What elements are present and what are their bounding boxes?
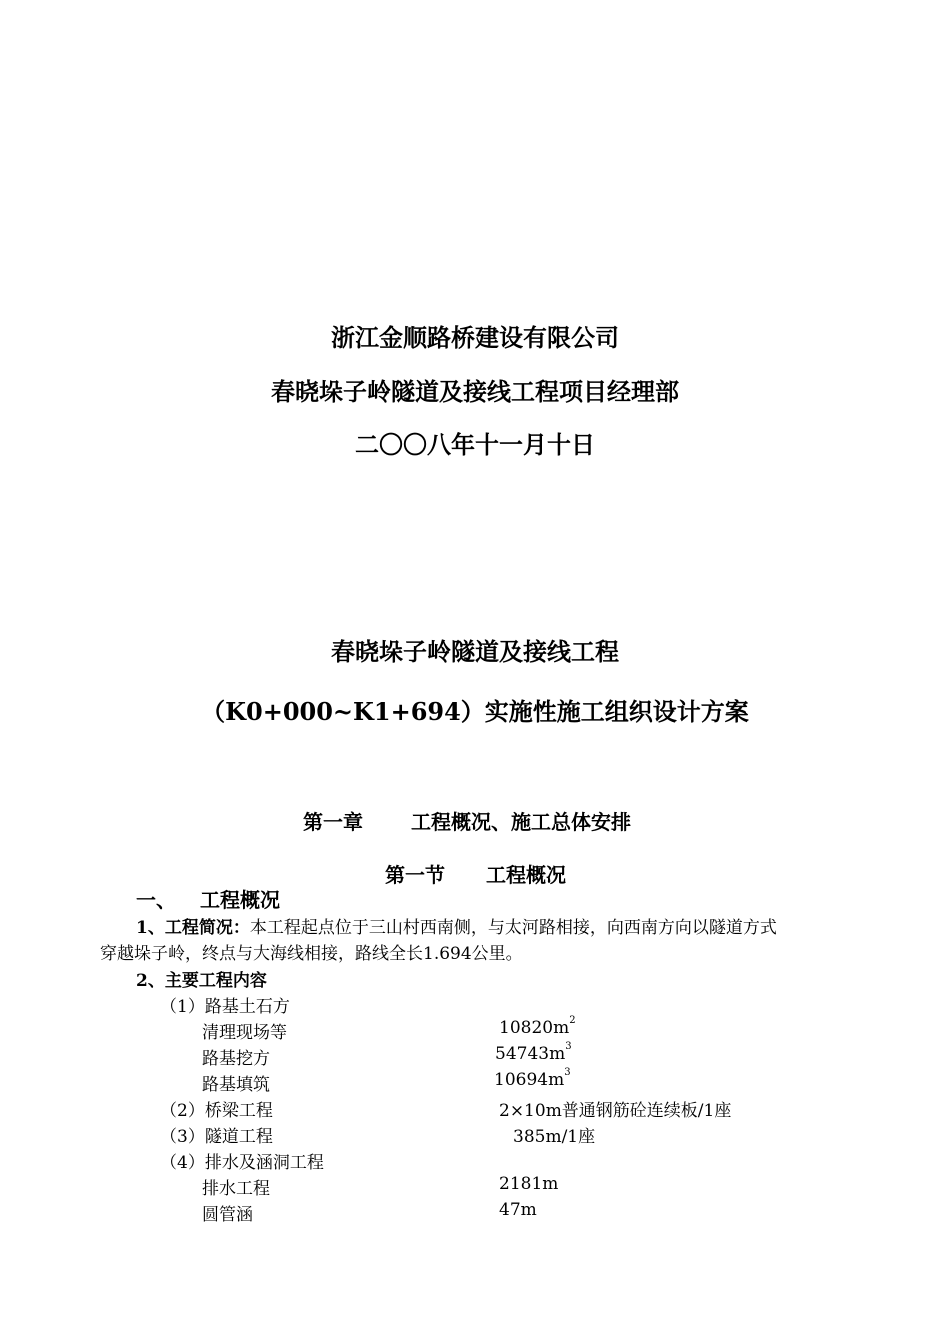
chapter-name: 工程概况、施工总体安排: [411, 810, 631, 834]
chapter-number: 第一章: [303, 810, 363, 834]
item-value: $10820m^2$: [499, 1015, 576, 1038]
list-item: 路基挖方: [202, 1049, 270, 1069]
list-item: （2）桥梁工程: [160, 1101, 273, 1121]
item-value: 2181m: [499, 1174, 559, 1194]
list-item: （1）路基土石方: [160, 997, 290, 1017]
section-number: 第一节: [385, 863, 445, 887]
document-title-line1: 春晓垛子岭隧道及接线工程: [331, 637, 619, 666]
document-title-line2: （K0+000~K1+694）实施性施工组织设计方案: [201, 697, 749, 726]
item-value: $10694m^3$: [494, 1067, 571, 1090]
list-item: 路基填筑: [202, 1075, 270, 1095]
list-item: 清理现场等: [202, 1023, 287, 1043]
list-item: 排水工程: [202, 1179, 270, 1199]
overview-paragraph-line1: [136, 913, 777, 938]
item-value: $54743m^3$: [495, 1041, 572, 1064]
overview-text-line2: 穿越垛子岭，终点与大海线相接，路线全长1.694公里。: [100, 944, 523, 964]
item-value: 47m: [499, 1200, 537, 1220]
list-item: 圆管涵: [202, 1205, 253, 1225]
document-date: 二〇〇八年十一月十日: [355, 430, 595, 459]
overview-text-line1: 本工程起点位于三山村西南侧，与太河路相接，向西南方向以隧道方式: [249, 918, 777, 938]
overview-label: 1、工程简况：: [136, 918, 250, 938]
list-item: （3）隧道工程: [160, 1127, 273, 1147]
subsection-name: 工程概况: [200, 888, 280, 912]
main-content-label: 2、主要工程内容: [136, 971, 267, 991]
department-name: 春晓垛子岭隧道及接线工程项目经理部: [271, 377, 679, 406]
list-item: （4）排水及涵洞工程: [160, 1153, 324, 1173]
company-name: 浙江金顺路桥建设有限公司: [331, 323, 619, 352]
item-value: 385m/1座: [513, 1127, 596, 1147]
subsection-number: 一、: [136, 888, 176, 912]
section-name: 工程概况: [486, 863, 566, 887]
item-value: 2×10m普通钢筋砼连续板/1座: [499, 1101, 732, 1121]
